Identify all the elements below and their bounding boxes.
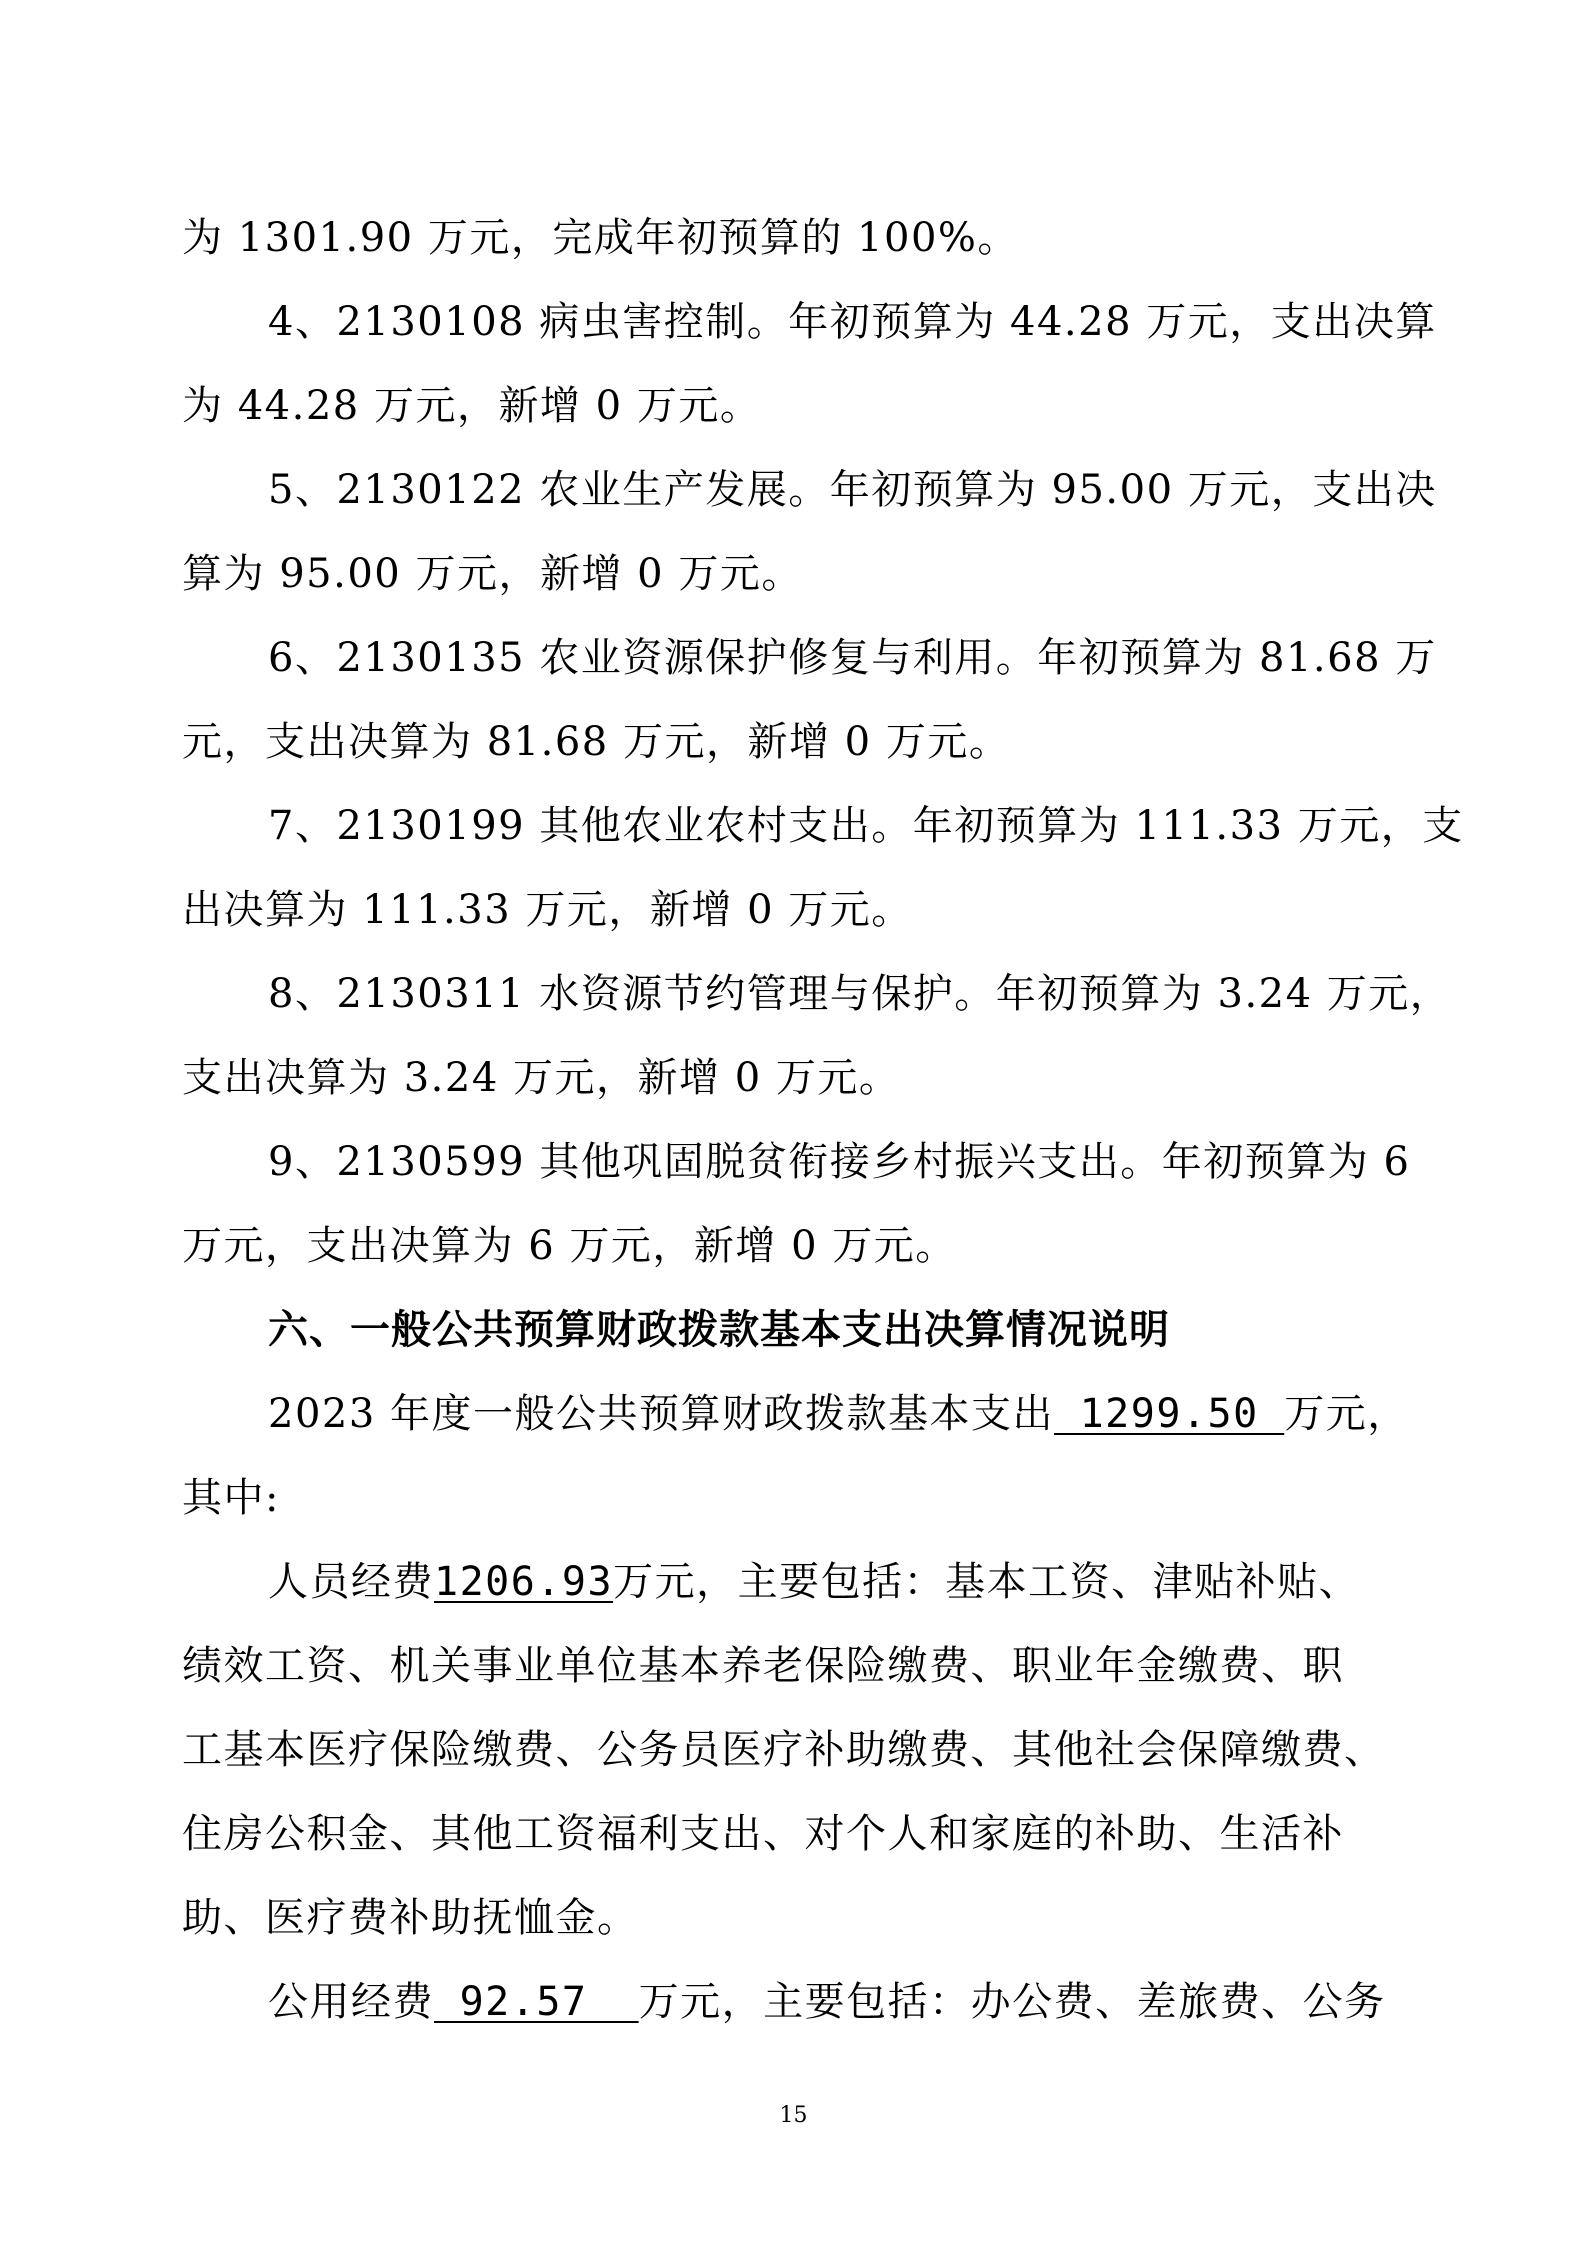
text-line: 4、2130108 病虫害控制。年初预算为 44.28 万元，支出决算 (268, 299, 1437, 345)
text-line: 工基本医疗保险缴费、公务员医疗补助缴费、其他社会保障缴费、 (182, 1727, 1386, 1773)
text-line: 元，支出决算为 81.68 万元，新增 0 万元。 (182, 719, 1011, 765)
public-expense-label: 公用经费 (268, 1979, 434, 2025)
personnel-expense-text: 万元，主要包括：基本工资、津贴补贴、 (613, 1559, 1361, 1605)
basic-expenditure-amount: 1299.50 (1054, 1391, 1285, 1437)
text-line: 支出决算为 3.24 万元，新增 0 万元。 (182, 1055, 901, 1101)
text-line: 7、2130199 其他农业农村支出。年初预算为 111.33 万元，支 (268, 803, 1464, 849)
public-expense-text: 万元，主要包括：办公费、差旅费、公务 (638, 1979, 1386, 2025)
text-line: 算为 95.00 万元，新增 0 万元。 (182, 551, 803, 597)
text-line: 为 44.28 万元，新增 0 万元。 (182, 383, 762, 429)
section-heading: 六、一般公共预算财政拨款基本支出决算情况说明 (268, 1307, 1170, 1353)
personnel-expense-amount: 1206.93 (434, 1559, 614, 1605)
text-line: 8、2130311 水资源节约管理与保护。年初预算为 3.24 万元， (268, 971, 1452, 1017)
personnel-expense-line (268, 1556, 1360, 1608)
text-line: 万元，支出决算为 6 万元，新增 0 万元。 (182, 1223, 957, 1269)
text-line: 绩效工资、机关事业单位基本养老保险缴费、职业年金缴费、职 (182, 1643, 1344, 1689)
text-line: 9、2130599 其他巩固脱贫衔接乡村振兴支出。年初预算为 6 (268, 1139, 1411, 1185)
basic-expenditure-label: 2023 年度一般公共预算财政拨款基本支出 (268, 1391, 1055, 1437)
text-line: 助、医疗费补助抚恤金。 (182, 1895, 639, 1941)
public-expense-line (268, 1976, 1386, 2028)
text-line: 出决算为 111.33 万元，新增 0 万元。 (182, 887, 913, 933)
public-expense-amount: 92.57 (434, 1979, 639, 2025)
personnel-expense-label: 人员经费 (268, 1559, 434, 1605)
text-line: 其中: (182, 1475, 280, 1521)
basic-expenditure-line (268, 1388, 1409, 1440)
text-line: 5、2130122 农业生产发展。年初预算为 95.00 万元，支出决 (268, 467, 1437, 513)
page-number: 15 (779, 2103, 808, 2128)
basic-expenditure-unit: 万元， (1284, 1391, 1409, 1437)
text-line: 6、2130135 农业资源保护修复与利用。年初预算为 81.68 万 (268, 635, 1437, 681)
text-line: 住房公积金、其他工资福利支出、对个人和家庭的补助、生活补 (182, 1811, 1344, 1857)
text-line: 为 1301.90 万元，完成年初预算的 100%。 (182, 215, 1019, 261)
